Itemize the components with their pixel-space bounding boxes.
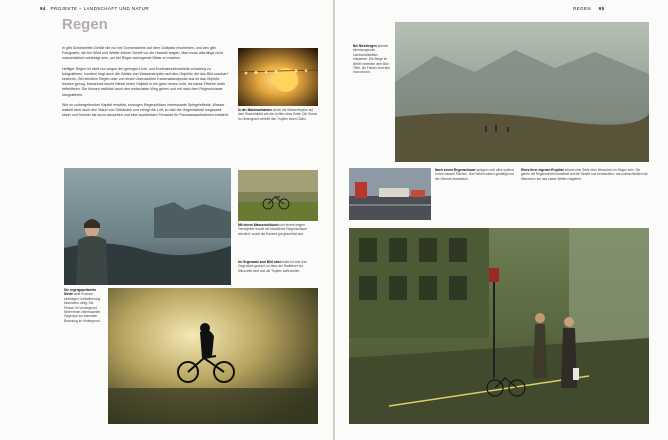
caption-lead: Die regengepeitschte Küste xyxy=(64,288,97,297)
caption-lead: Eines ihrer eigenen Projekte xyxy=(521,168,564,172)
street-shower-photo xyxy=(349,168,431,220)
coast-woman-photo xyxy=(64,168,231,285)
page-number: 94 xyxy=(40,6,46,11)
left-page xyxy=(0,0,333,440)
page-number: 95 xyxy=(598,6,605,11)
caption-bike-field xyxy=(238,223,318,236)
caption-text: sitzen die Wassertropfen auf dem Stacheldraht wie die Lichter einer Kette. Die Sonne im Hintergrund verleiht den Tropfen einen Glanz. xyxy=(238,108,318,121)
body-paragraph: Wie im vorhergehenden Kapitel erwähnt, erzeugen Regenpfützen interessante Spiegeleffekte. Wasser wäscht aber auch den Staub von Gebäuden und reinigt die Luft, so daß die Gegenstände insgesamt klarer und frischer als zuvor aussehen und eine wunderbare Fernsicht für Panoramaaufnahmen entsteht. xyxy=(62,102,229,118)
caption-text: habe ich hier das Gegenlicht genutzt, so dass der Radfahrer zur Silhouette wird und die Tropfen aufleuchten. xyxy=(238,260,307,273)
caption-sidebar xyxy=(64,288,104,323)
caption-lead: Mit einem Wasserschlauch xyxy=(238,223,279,227)
right-page xyxy=(335,0,668,440)
caption-project xyxy=(521,168,649,181)
caption-text: könnte eine Serie über Menschen im Regen sein. Sie gehen mit Regenschirm bewaffnet auf die Straße und beobachten, wie unterschiedlich die Menschen auf das nasse Wetter reagieren. xyxy=(521,168,648,181)
page-title: Regen xyxy=(62,16,108,33)
cyclist-rain-photo xyxy=(108,288,318,424)
misty-mountains-photo xyxy=(395,22,649,162)
caption-text: und einem langen Teleobjektiv wurde ein künstlicher Regenschauer simuliert, wobei die Kamera gut geschützt war. xyxy=(238,223,308,236)
caption-lead: In der Makroaufnahme xyxy=(238,108,273,112)
caption-contrast xyxy=(238,260,318,273)
caption-text: können stimmungsvolle Landschaftsbilder entstehen. Die Berge im Nebel verleihen dem Bild Tiefe, die Farben sind fast monochrom. xyxy=(353,44,390,75)
caption-shower xyxy=(435,168,515,181)
caption-lead: Im Gegensatz zum Bild oben xyxy=(238,260,282,264)
bike-field-photo xyxy=(238,170,318,221)
body-paragraph: Heftiger Regen ist nicht nur wegen der geringen Licht- und Kontrastunterschiede schwierig zu fotografieren, sondern birgt auch die Gefahr von Wasserströpfen auf dem Objektiv, die das Bild unscharf zeichnen. Bei leichtem Regen oder von einem überdachten Kamerastandpunkt aus ist das Objektiv trocken genug. Manchmal taucht Niesel einen Objekte in ein ganz neues Licht, da nasse Flächen stark reflektieren. Sie können natürlich auch den einfachsten Weg gehen und mit nach dem Regenschauer fotografieren. xyxy=(62,66,228,97)
caption-drops xyxy=(238,108,318,121)
running-head-text: REGEN xyxy=(573,6,592,11)
body-text xyxy=(62,46,230,123)
left-running-head xyxy=(40,6,149,11)
body-paragraph: In gibt Schönwetter-Gefüle die nur bei Sonnenschein auf dem Golfplatz erscheinen, und den gibt Fotografen, die bei Wind und Wetter keinen Schritt vor die Haustür wagen. Man muss allerdings nicht masochistisch veranlagt sein, um bei Regen aufregende Bilder zu machen. xyxy=(62,46,223,61)
caption-mountains xyxy=(353,44,391,75)
caption-lead: Nach einem Regenschauer xyxy=(435,168,476,172)
running-head-text: PROJEKTE – LANDSCHAFT UND NATUR xyxy=(50,6,149,11)
caption-text: wirkt in dieser eintönigen Lichtstimmung besonders ruhig. Die Person im Vordergrund bildet einen interessanten Gegenpol zur tosenden Brandung im Hintergrund. xyxy=(64,292,101,323)
caption-text: spiegeln sich alles optimal in den nassen Flächen. Die Farben wirken gesättigt und der Himmel dramatisch. xyxy=(435,168,514,181)
rainy-street-photo xyxy=(349,228,649,424)
raindrops-photo xyxy=(238,48,318,106)
right-running-head xyxy=(573,6,607,11)
caption-lead: Bei Nieselregen xyxy=(353,44,377,48)
